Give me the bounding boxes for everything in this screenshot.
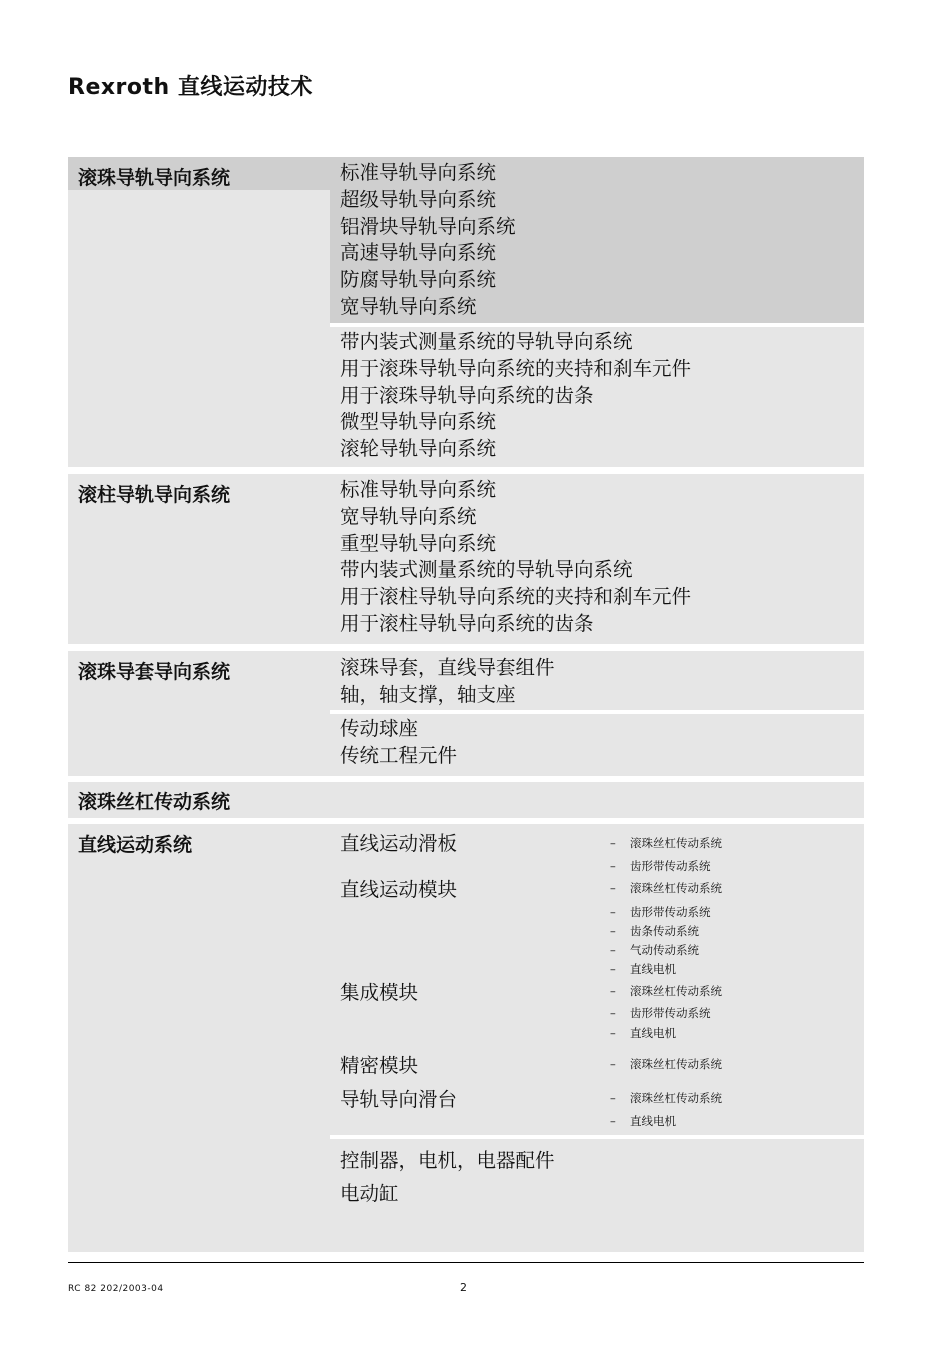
list-item: 带内装式测量系统的导轨导向系统 [340, 330, 633, 353]
list-item: 滚珠导套，直线导套组件 [340, 656, 555, 679]
dash: – [610, 924, 616, 938]
sub-item: – 滚珠丝杠传动系统 [610, 1091, 722, 1105]
sub-item: – 滚珠丝杠传动系统 [610, 1057, 722, 1071]
list-item: 超级导轨导向系统 [340, 187, 497, 211]
dash: – [610, 943, 616, 957]
item-list [340, 329, 691, 463]
list-item: 用于滚珠导轨导向系统的齿条 [340, 383, 594, 407]
list-item: 轴，轴支撑，轴支座 [340, 682, 516, 706]
list-item: 滚轮导轨导向系统 [340, 437, 497, 461]
list-item: 带内装式测量系统的导轨导向系统 [340, 558, 633, 582]
category-label: 滚珠导轨导向系统 [78, 167, 231, 189]
divider [330, 323, 864, 327]
list-item: 直线运动滑板 [340, 832, 458, 855]
list-item: 导轨导向滑台 [340, 1088, 458, 1111]
divider [330, 710, 864, 714]
dash: – [610, 1057, 616, 1071]
category-label: 滚珠丝杠传动系统 [78, 791, 231, 813]
category-label: 直线运动系统 [78, 834, 193, 856]
category-label: 滚柱导轨导向系统 [78, 484, 231, 506]
list-item: 传动球座 [340, 717, 419, 740]
item-list [340, 160, 516, 321]
category-label: 滚珠导套导向系统 [78, 661, 231, 683]
footer-divider [68, 1262, 864, 1263]
sub-item: – 气动传动系统 [610, 943, 699, 957]
sub-item: – 齿形带传动系统 [610, 1006, 711, 1020]
dash: – [610, 859, 616, 873]
page-title: Rexroth 直线运动技术 [68, 75, 313, 100]
dash: – [610, 1114, 616, 1128]
list-item: 集成模块 [340, 981, 419, 1004]
sub-item: – 滚珠丝杠传动系统 [610, 881, 722, 895]
list-item: 宽导轨导向系统 [340, 504, 477, 528]
dash: – [610, 1006, 616, 1020]
list-item: 宽导轨导向系统 [340, 294, 477, 318]
page-number: 2 [460, 1281, 467, 1294]
list-item: 高速导轨导向系统 [340, 241, 497, 265]
list-item: 用于滚柱导轨导向系统的齿条 [340, 611, 594, 635]
list-item: 控制器，电机，电器配件 [340, 1149, 555, 1172]
list-item: 传统工程元件 [340, 743, 458, 767]
list-item: 防腐导轨导向系统 [340, 268, 497, 292]
list-item: 用于滚柱导轨导向系统的夹持和刹车元件 [340, 585, 692, 609]
dash: – [610, 881, 616, 895]
dash: – [610, 1091, 616, 1105]
section-roller-rail [68, 474, 864, 644]
list-item: 电动缸 [340, 1182, 399, 1205]
sub-item: – 齿形带传动系统 [610, 859, 711, 873]
list-item: 微型导轨导向系统 [340, 410, 497, 434]
dash: – [610, 984, 616, 998]
section-ball-screw [68, 782, 864, 818]
list-item: 重型导轨导向系统 [340, 531, 497, 555]
section-ball-bushing [68, 651, 864, 776]
dash: – [610, 905, 616, 919]
item-list [340, 655, 555, 709]
list-item: 精密模块 [340, 1054, 419, 1077]
sub-item: – 直线电机 [610, 962, 676, 976]
sub-item: – 直线电机 [610, 1026, 676, 1040]
dash: – [610, 962, 616, 976]
sub-item: – 滚珠丝杠传动系统 [610, 984, 722, 998]
sub-item: – 齿形带传动系统 [610, 905, 711, 919]
sub-item: – 滚珠丝杠传动系统 [610, 836, 722, 850]
list-item: 直线运动模块 [340, 878, 458, 901]
section-linear-motion [68, 824, 864, 1252]
divider [330, 1135, 864, 1139]
section-ball-rail [68, 157, 864, 467]
sub-item: – 齿条传动系统 [610, 924, 699, 938]
dash: – [610, 1026, 616, 1040]
item-list [340, 477, 691, 638]
document-code: RC 82 202/2003-04 [68, 1284, 164, 1294]
list-item: 用于滚珠导轨导向系统的夹持和刹车元件 [340, 356, 692, 380]
list-item: 标准导轨导向系统 [340, 478, 497, 501]
item-list [340, 716, 457, 770]
dash: – [610, 836, 616, 850]
sub-item: – 直线电机 [610, 1114, 676, 1128]
list-item: 标准导轨导向系统 [340, 161, 497, 184]
list-item: 铝滑块导轨导向系统 [340, 214, 516, 238]
